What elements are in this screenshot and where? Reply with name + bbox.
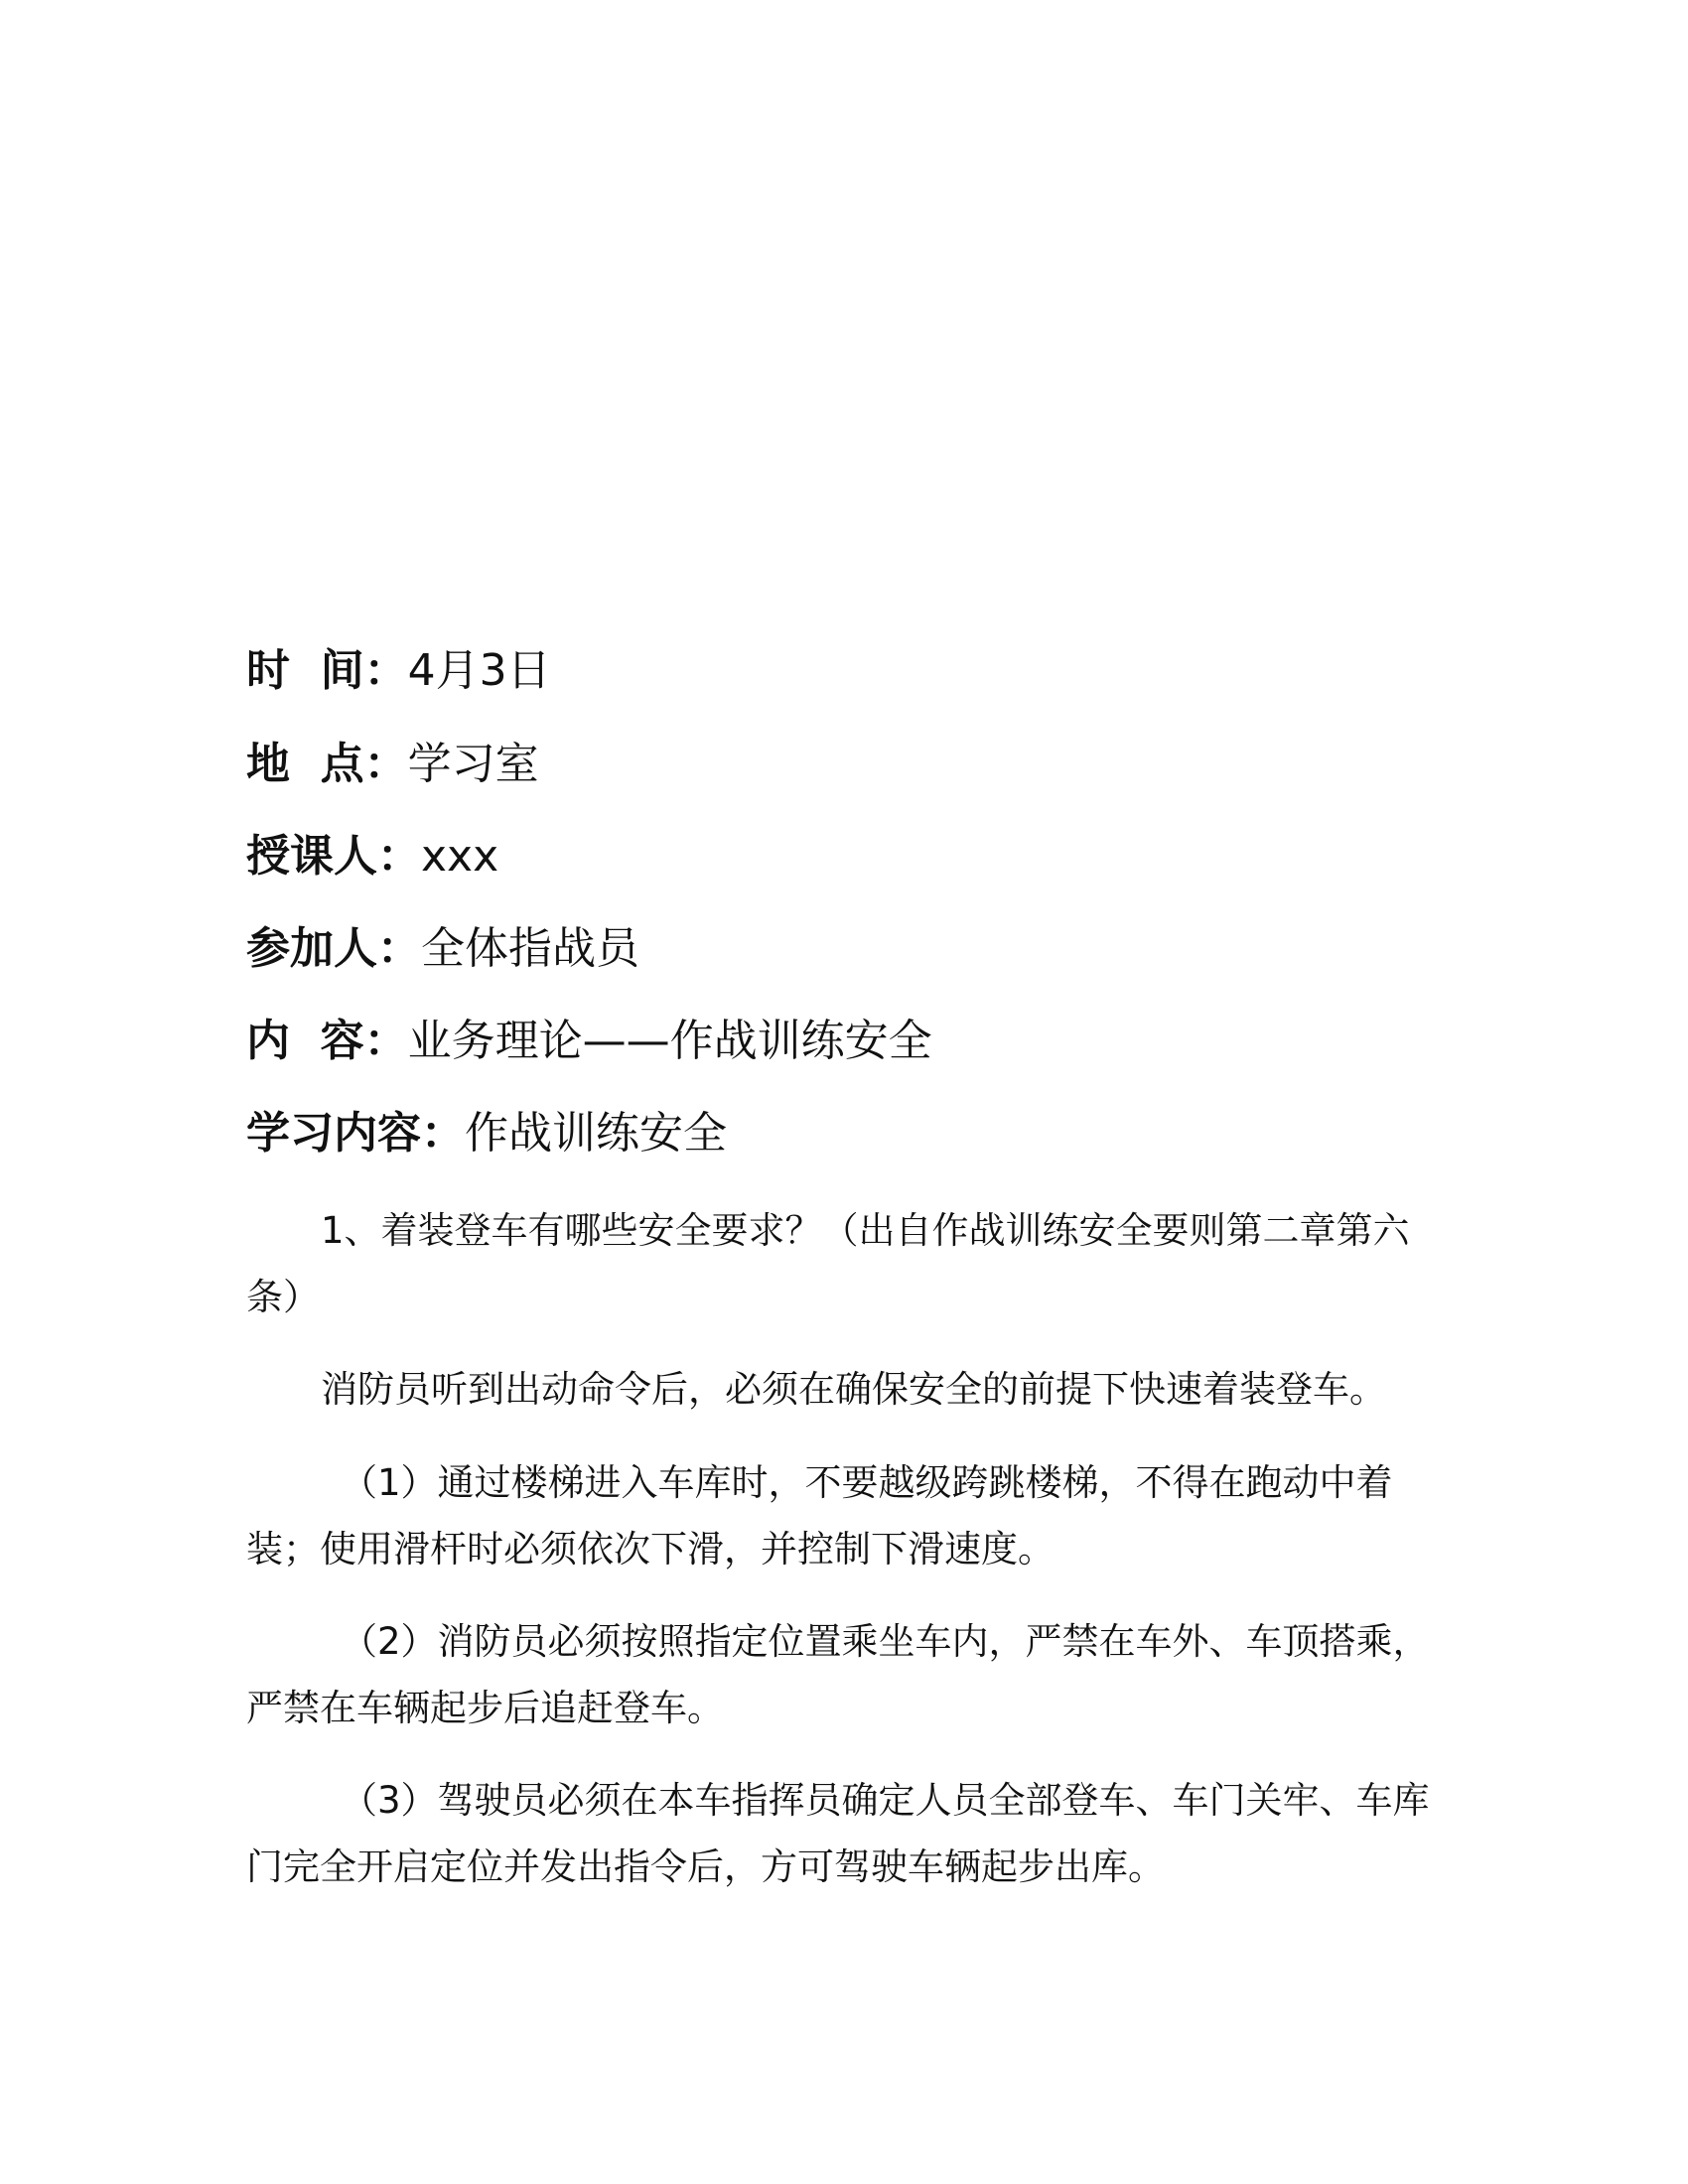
place-label: 地 点： — [246, 739, 408, 789]
content-value: 业务理论——作战训练安全 — [407, 1016, 932, 1066]
study-label: 学习内容： — [246, 1108, 465, 1159]
study-line — [246, 1104, 727, 1163]
item-2-paragraph: （2）消防员必须按照指定位置乘坐车内，严禁在车外、车顶搭乘，严禁在车辆起步后追赶登车。 — [246, 1620, 1430, 1729]
lecturer-value: xxx — [421, 831, 499, 882]
item-3-paragraph: （3）驾驶员必须在本车指挥员确定人员全部登车、车门关牢、车库门完全开启定位并发出指令后，方可驾驶车辆起步出库。 — [246, 1779, 1430, 1888]
lecturer-label: 授课人： — [246, 831, 421, 882]
item-1-paragraph: （1）通过楼梯进入车库时，不要越级跨跳楼梯，不得在跑动中着装；使用滑杆时必须依次下滑，并控制下滑速度。 — [246, 1461, 1393, 1570]
attendees-label: 参加人： — [246, 923, 421, 974]
lecturer-line — [246, 827, 498, 887]
content-line — [246, 1012, 932, 1071]
study-value: 作战训练安全 — [465, 1108, 727, 1159]
content-label: 内 容： — [246, 1016, 408, 1066]
time-line — [246, 641, 551, 701]
place-value: 学习室 — [407, 739, 539, 789]
attendees-value: 全体指战员 — [421, 923, 639, 974]
place-line — [246, 735, 539, 794]
question-paragraph: 1、着装登车有哪些安全要求？（出自作战训练安全要则第二章第六条） — [246, 1209, 1410, 1318]
time-label: 时 间： — [246, 645, 408, 696]
time-value: 4月3日 — [407, 645, 551, 696]
intro-paragraph: 消防员听到出动命令后，必须在确保安全的前提下快速着装登车。 — [321, 1368, 1386, 1411]
attendees-line — [246, 919, 639, 979]
